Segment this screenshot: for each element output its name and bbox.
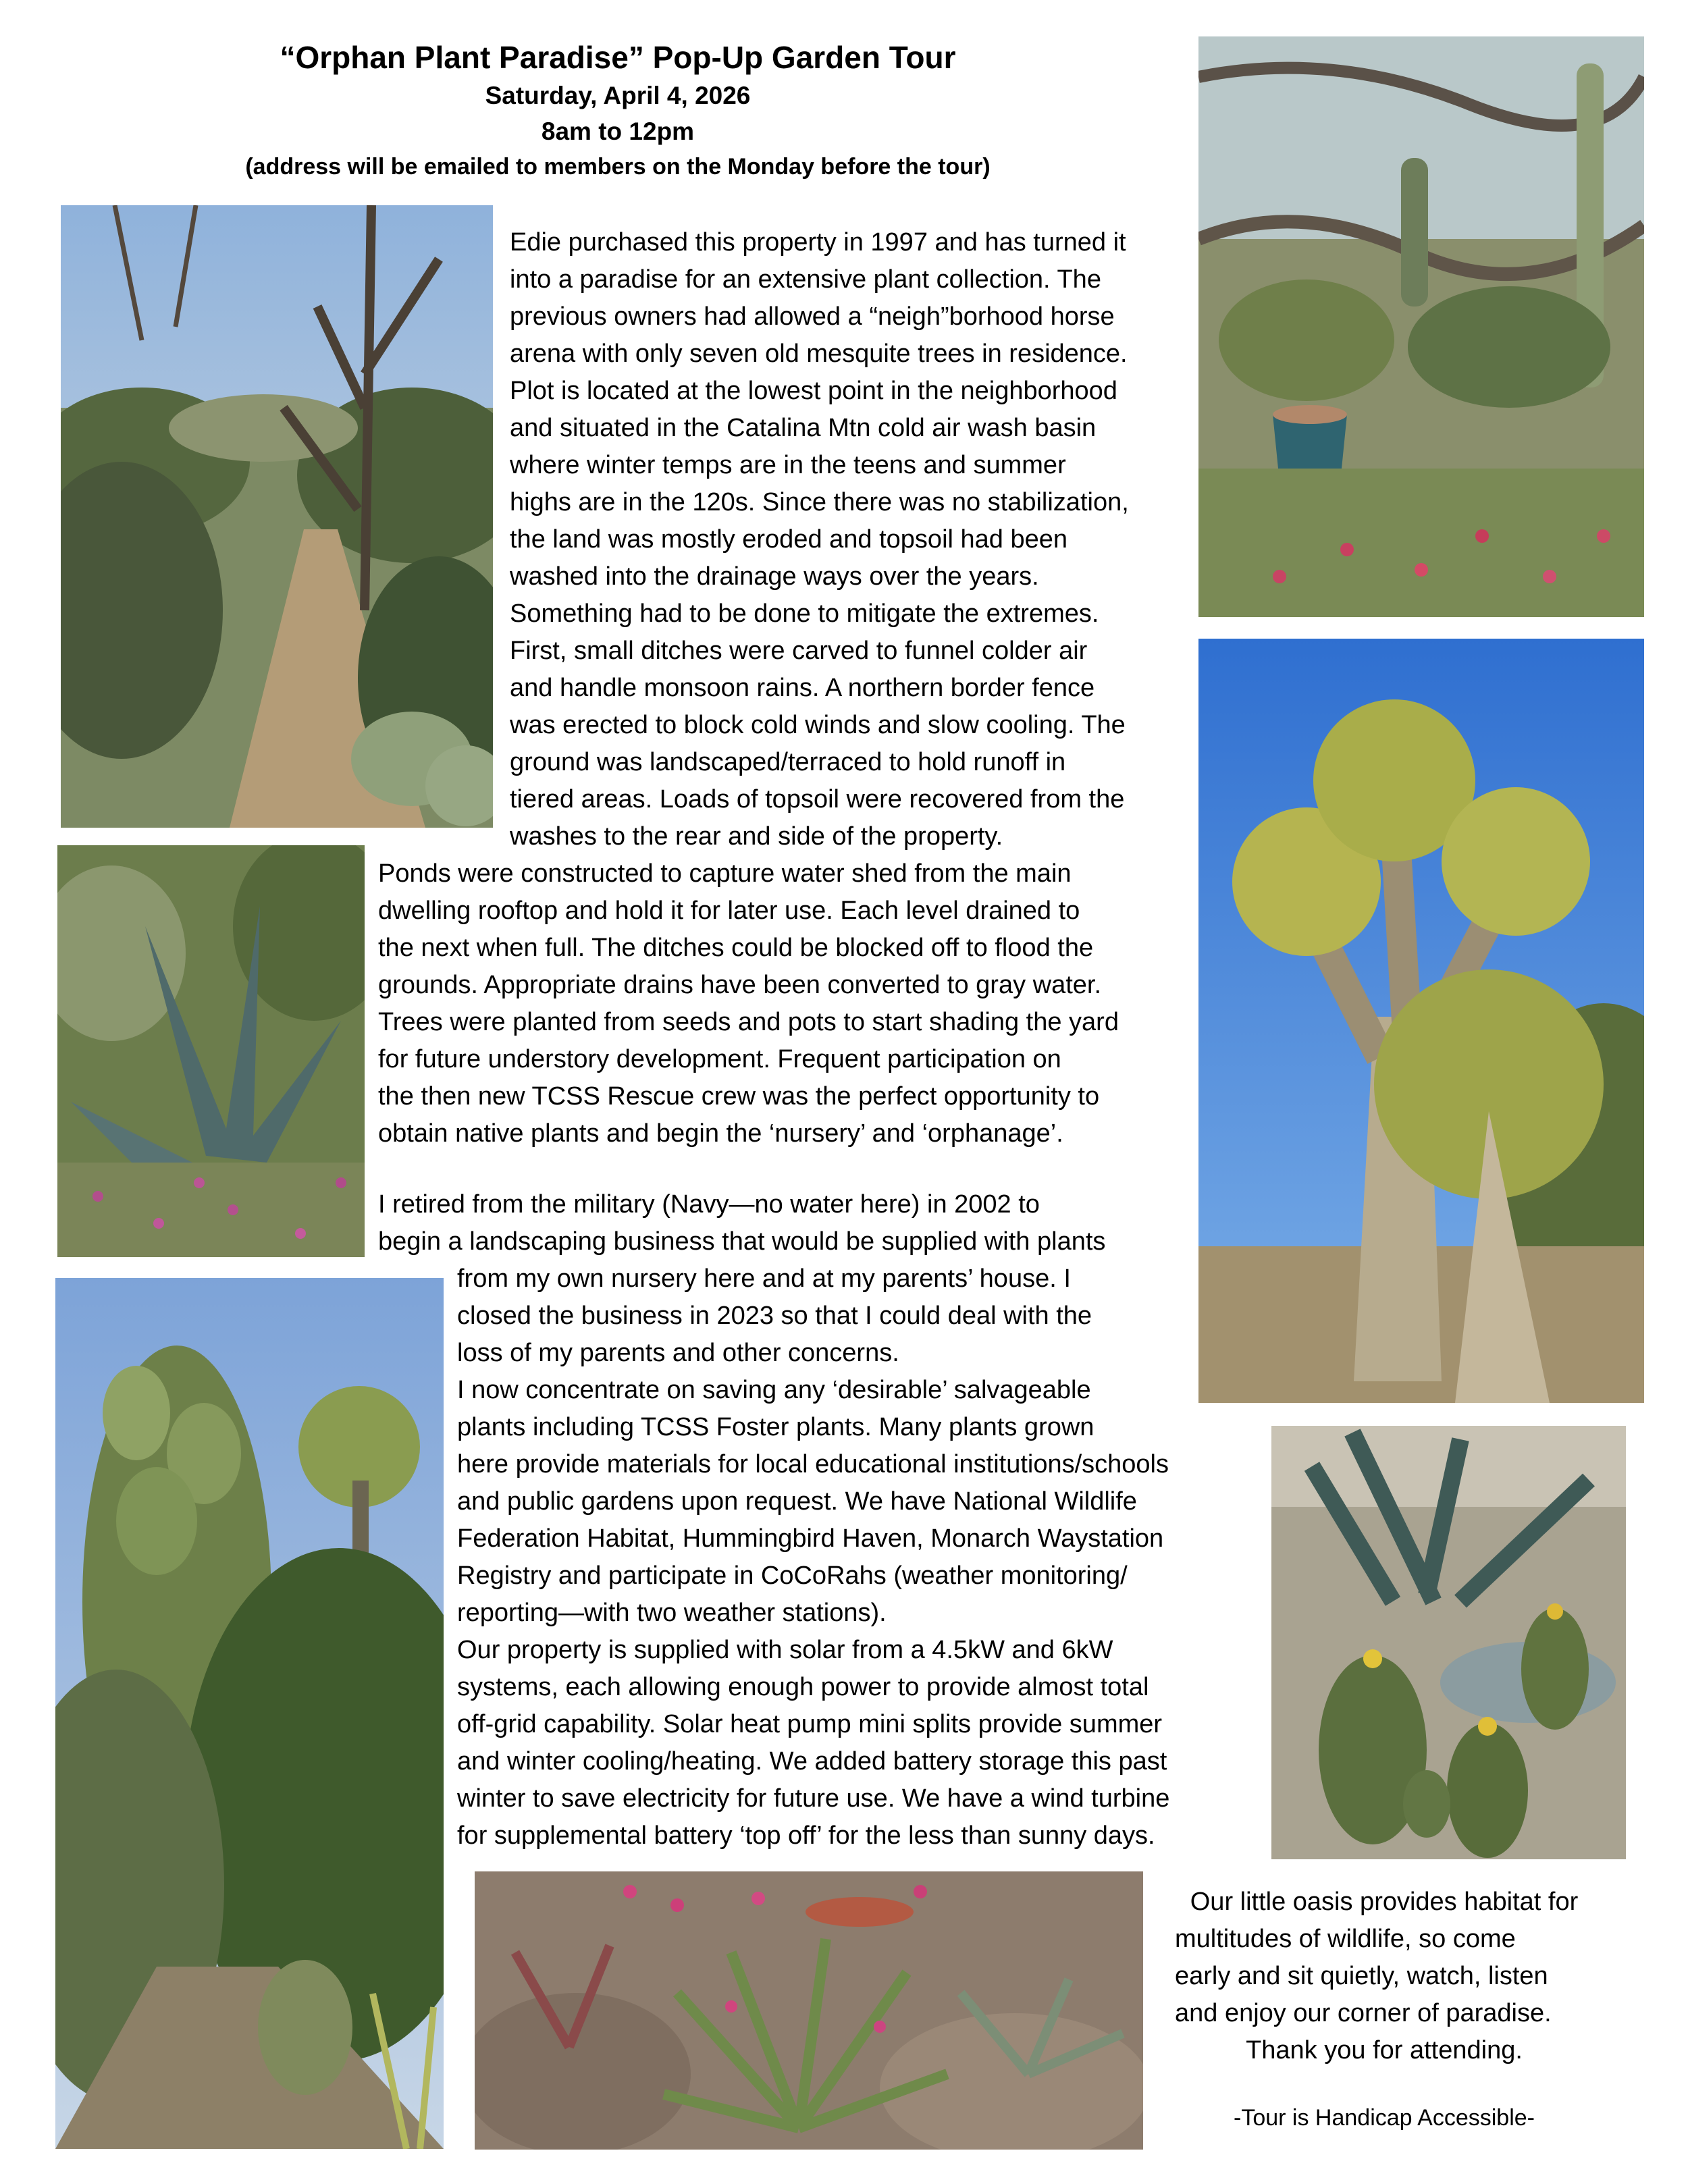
closing-line: Thank you for attending.	[1246, 2036, 1523, 2065]
body-line: systems, each allowing enough power to provide almost total	[457, 1673, 1149, 1701]
photo-barrel-cactus	[1271, 1426, 1626, 1859]
body-line: arena with only seven old mesquite trees in residence.	[510, 340, 1128, 368]
closing-line: and enjoy our corner of paradise.	[1175, 1999, 1552, 2027]
body-line: from my own nursery here and at my parents’ house. I	[457, 1264, 1071, 1293]
body-line: and winter cooling/heating. We added battery storage this past	[457, 1747, 1167, 1776]
body-line: grounds. Appropriate drains have been converted to gray water.	[378, 971, 1102, 999]
photo-agave-flowers	[57, 845, 365, 1257]
photo-joshua-tree	[1198, 639, 1644, 1403]
body-line: for supplemental battery ‘top off’ for the less than sunny days.	[457, 1821, 1155, 1850]
body-line: Ponds were constructed to capture water shed from the main	[378, 859, 1072, 888]
body-line: Something had to be done to mitigate the extremes.	[510, 600, 1099, 628]
body-line: highs are in the 120s. Since there was no stabilization,	[510, 488, 1129, 516]
body-line: Registry and participate in CoCoRahs (weather monitoring/	[457, 1562, 1128, 1590]
body-line: washes to the rear and side of the property.	[510, 822, 1003, 851]
body-line: I now concentrate on saving any ‘desirable’ salvageable	[457, 1376, 1091, 1404]
photo-cactus-garden-pot	[1198, 36, 1644, 617]
body-line: the land was mostly eroded and topsoil had been	[510, 525, 1067, 554]
body-line: the next when full. The ditches could be blocked off to flood the	[378, 934, 1094, 962]
body-line: and public gardens upon request. We have National Wildlife	[457, 1487, 1137, 1516]
body-line: obtain native plants and begin the ‘nursery’ and ‘orphanage’.	[378, 1119, 1063, 1148]
body-line: off-grid capability. Solar heat pump mini splits provide summer	[457, 1710, 1163, 1738]
body-line: Trees were planted from seeds and pots to start shading the yard	[378, 1008, 1119, 1036]
tour-date: Saturday, April 4, 2026	[485, 82, 751, 109]
body-line: winter to save electricity for future use. We have a wind turbine	[457, 1784, 1170, 1813]
photo-prickly-pear	[55, 1278, 444, 2149]
body-line: for future understory development. Frequent participation on	[378, 1045, 1061, 1073]
closing-line: early and sit quietly, watch, listen	[1175, 1962, 1548, 1990]
body-line: Federation Habitat, Hummingbird Haven, Monarch Waystation	[457, 1524, 1164, 1553]
body-line: previous owners had allowed a “neigh”borhood horse	[510, 302, 1115, 331]
tour-time: 8am to 12pm	[541, 117, 695, 145]
closing-line: Our little oasis provides habitat for	[1190, 1888, 1579, 1916]
body-line: ground was landscaped/terraced to hold runoff in	[510, 748, 1066, 776]
address-note: (address will be emailed to members on the Monday before the tour)	[245, 154, 991, 180]
closing-line: multitudes of wildlife, so come	[1175, 1925, 1516, 1953]
body-line: the then new TCSS Rescue crew was the perfect opportunity to	[378, 1082, 1100, 1111]
photo-rock-garden-bed	[475, 1871, 1143, 2150]
photo-desert-path	[61, 205, 493, 828]
body-line: I retired from the military (Navy—no water here) in 2002 to	[378, 1190, 1040, 1219]
body-line: Plot is located at the lowest point in the neighborhood	[510, 377, 1117, 405]
body-line: loss of my parents and other concerns.	[457, 1339, 899, 1367]
body-line: here provide materials for local educational institutions/schools	[457, 1450, 1169, 1479]
page-title: “Orphan Plant Paradise” Pop-Up Garden Tour	[280, 40, 956, 75]
body-line: plants including TCSS Foster plants. Many plants grown	[457, 1413, 1094, 1441]
body-line: begin a landscaping business that would be supplied with plants	[378, 1227, 1106, 1256]
body-line: dwelling rooftop and hold it for later use. Each level drained to	[378, 897, 1080, 925]
body-line: Our property is supplied with solar from a 4.5kW and 6kW	[457, 1636, 1113, 1664]
body-line: and handle monsoon rains. A northern border fence	[510, 674, 1095, 702]
body-line: closed the business in 2023 so that I could deal with the	[457, 1302, 1092, 1330]
body-line: Edie purchased this property in 1997 and has turned it	[510, 228, 1126, 257]
body-line: washed into the drainage ways over the years.	[510, 562, 1039, 591]
body-line: reporting—with two weather stations).	[457, 1599, 887, 1627]
body-line: where winter temps are in the teens and summer	[510, 451, 1066, 479]
body-line: was erected to block cold winds and slow cooling. The	[510, 711, 1126, 739]
body-line: First, small ditches were carved to funnel colder air	[510, 637, 1088, 665]
footer-note: -Tour is Handicap Accessible-	[1234, 2105, 1535, 2131]
body-line: into a paradise for an extensive plant collection. The	[510, 265, 1101, 294]
body-line: and situated in the Catalina Mtn cold air wash basin	[510, 414, 1097, 442]
body-line: tiered areas. Loads of topsoil were recovered from the	[510, 785, 1125, 814]
